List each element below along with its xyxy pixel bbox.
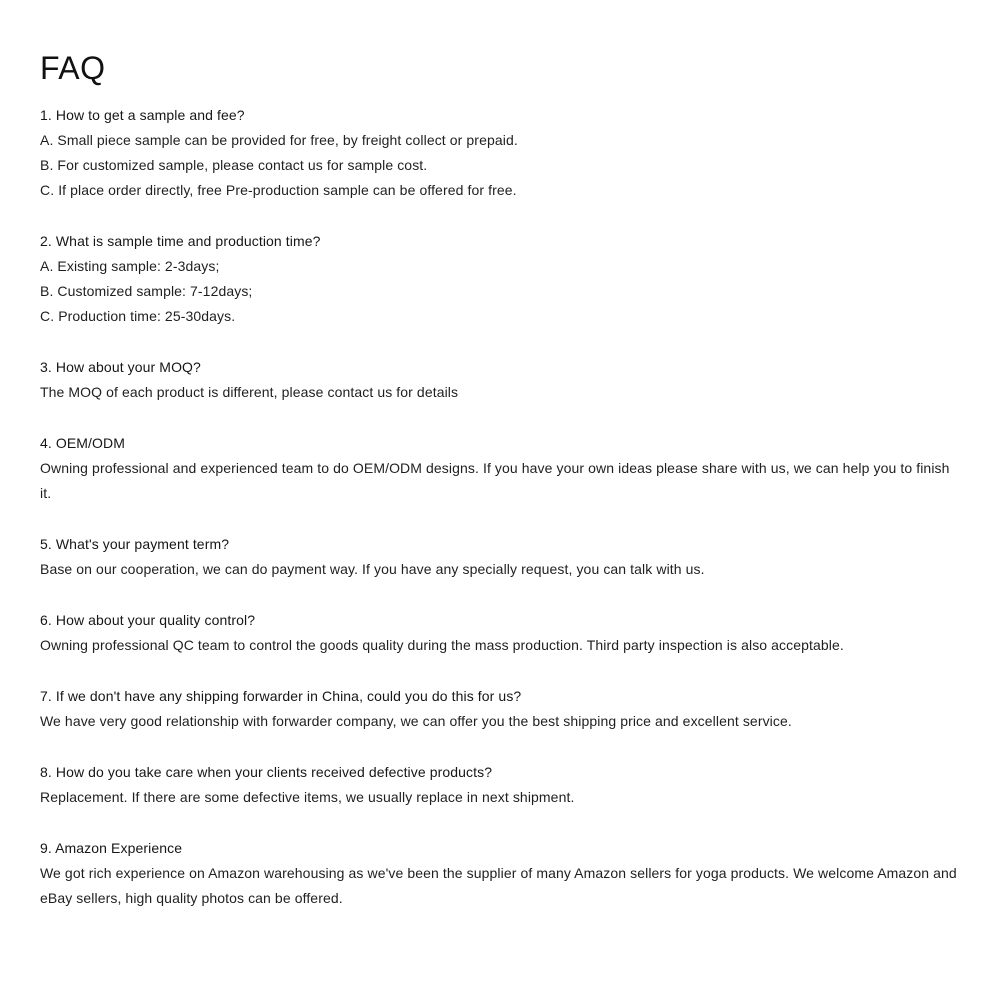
faq-question: 7. If we don't have any shipping forwarder in China, could you do this for us? [40, 688, 522, 704]
faq-answer-line: The MOQ of each product is different, please contact us for details [40, 384, 459, 400]
faq-item-7 [40, 684, 960, 734]
faq-item-6 [40, 608, 960, 658]
faq-answer-line: A. Small piece sample can be provided for free, by freight collect or prepaid. [40, 132, 518, 148]
faq-answer-line: We have very good relationship with forwarder company, we can offer you the best shipping price and excellent service. [40, 713, 792, 729]
faq-item-1 [40, 103, 960, 203]
faq-item-2 [40, 229, 960, 329]
faq-answer-line: Replacement. If there are some defective items, we usually replace in next shipment. [40, 789, 575, 805]
faq-answer-line: B. Customized sample: 7-12days; [40, 283, 253, 299]
faq-question: 1. How to get a sample and fee? [40, 107, 245, 123]
page-title: FAQ [40, 50, 106, 86]
faq-question: 8. How do you take care when your clients received defective products? [40, 764, 493, 780]
faq-answer-line: A. Existing sample: 2-3days; [40, 258, 220, 274]
faq-item-8 [40, 760, 960, 810]
faq-answer-line: C. If place order directly, free Pre-production sample can be offered for free. [40, 182, 517, 198]
faq-answer-line: We got rich experience on Amazon warehousing as we've been the supplier of many Amazon sellers for yoga products. We welcome Amazon and eBay sellers, high quality photos can be offered. [40, 865, 957, 906]
faq-question: 9. Amazon Experience [40, 840, 183, 856]
faq-item-5 [40, 532, 960, 582]
faq-question: 4. OEM/ODM [40, 435, 126, 451]
faq-answer-line: Owning professional and experienced team to do OEM/ODM designs. If you have your own ideas please share with us, we can help you to finish it. [40, 460, 950, 501]
faq-question: 6. How about your quality control? [40, 612, 256, 628]
faq-item-9 [40, 836, 960, 911]
faq-answer-line: C. Production time: 25-30days. [40, 308, 236, 324]
faq-answer-line: Base on our cooperation, we can do payment way. If you have any specially request, you can talk with us. [40, 561, 705, 577]
faq-question: 2. What is sample time and production time? [40, 233, 321, 249]
faq-answer-line: B. For customized sample, please contact us for sample cost. [40, 157, 428, 173]
faq-answer-line: Owning professional QC team to control the goods quality during the mass production. Third party inspection is also acceptable. [40, 637, 844, 653]
faq-question: 5. What's your payment term? [40, 536, 230, 552]
faq-item-3 [40, 355, 960, 405]
faq-question: 3. How about your MOQ? [40, 359, 201, 375]
faq-item-4 [40, 431, 960, 506]
